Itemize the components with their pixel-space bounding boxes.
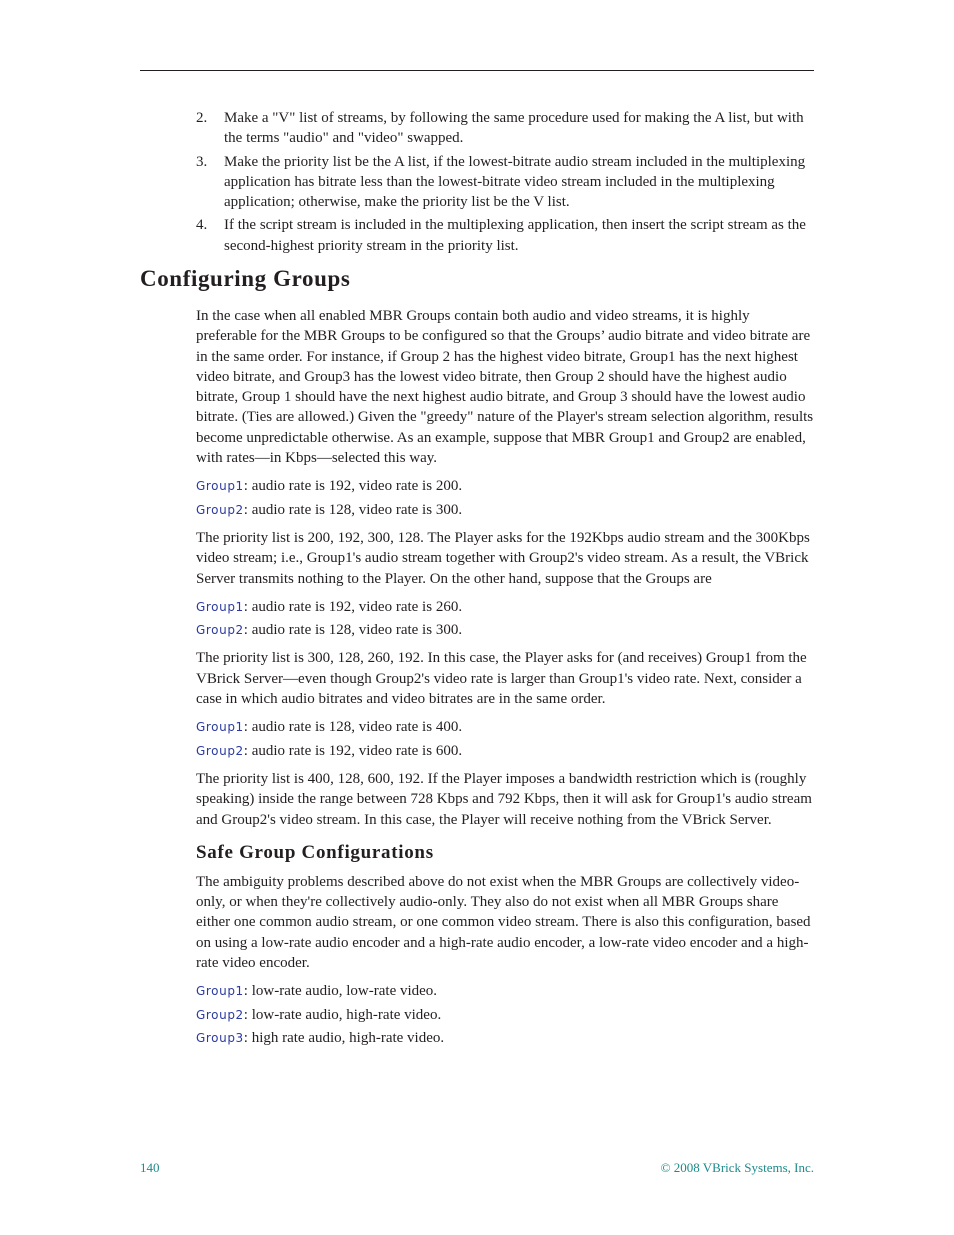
group-config-line — [196, 620, 814, 640]
group-code: Group1 — [196, 599, 244, 614]
step-item — [196, 108, 814, 149]
subsection-paragraph: The ambiguity problems described above do not exist when the MBR Groups are collectively video-only, or when they're collectively audio-only. They also do not exist when all MBR Groups share either one common audio stream, or one common video stream. There is also this configuration, based on using a low-rate audio encoder and a high-rate audio encoder, a low-rate video encoder and a high-rate video encoder. — [196, 873, 811, 972]
step-number: 4. — [196, 217, 208, 234]
group-config-line — [196, 597, 814, 617]
section-heading: Configuring Groups — [140, 266, 351, 291]
group-config-line — [196, 1005, 814, 1025]
group-code: Group3 — [196, 1030, 244, 1045]
group-config-line — [196, 717, 814, 737]
group-config-line — [196, 741, 814, 761]
step-item — [196, 215, 814, 256]
group-code: Group2 — [196, 502, 244, 517]
group-description: : low-rate audio, low-rate video. — [243, 983, 438, 1000]
subsection-heading: Safe Group Configurations — [196, 841, 434, 863]
step-text: If the script stream is included in the multiplexing application, then insert the script stream as the second-highest priority stream in the priority list. — [224, 217, 806, 254]
body-paragraph: The priority list is 400, 128, 600, 192. If the Player imposes a bandwidth restriction which is (roughly speaking) inside the range between 728 Kbps and 792 Kbps, then it will ask for Group1's audio stream and Group2's video stream. In this case, the Player will receive nothing from the VBrick Server. — [196, 770, 812, 828]
body-paragraph: The priority list is 300, 128, 260, 192. In this case, the Player asks for (and receives) Group1 from the VBrick Server—even though Group2's video rate is larger than Group1's video rate. Next, consider a case in which audio bitrates and video bitrates are in the same order. — [196, 650, 807, 708]
step-text: Make a "V" list of streams, by following the same procedure used for making the A list, but with the terms "audio" and "video" swapped. — [224, 110, 804, 147]
step-item — [196, 152, 814, 213]
step-text: Make the priority list be the A list, if the lowest-bitrate audio stream included in the multiplexing application has bitrate less than the lowest-bitrate video stream included in the multiplexing application; otherwise, make the priority list be the V list. — [224, 153, 806, 211]
step-number: 3. — [196, 153, 208, 170]
group-config-line — [196, 981, 814, 1001]
step-number: 2. — [196, 110, 208, 126]
section-body — [196, 306, 814, 1051]
group-description: : low-rate audio, high-rate video. — [243, 1006, 442, 1023]
page-number: 140 — [140, 1160, 160, 1175]
group-code: Group2 — [196, 743, 244, 758]
step-list-container — [196, 108, 814, 259]
group-config-line — [196, 476, 814, 496]
group-description: : audio rate is 192, video rate is 260. — [243, 598, 463, 615]
body-paragraph: The priority list is 200, 192, 300, 128. The Player asks for the 192Kbps audio stream and the 300Kbps video stream; i.e., Group1's audio stream together with Group2's video stream. As a result, the VBrick Server transmits nothing to the Player. On the other hand, suppose that the Groups are — [196, 529, 810, 587]
group-config-line — [196, 1028, 814, 1048]
group-description: : audio rate is 192, video rate is 200. — [243, 478, 463, 495]
group-description: : high rate audio, high-rate video. — [243, 1029, 445, 1046]
group-description: : audio rate is 192, video rate is 600. — [243, 742, 463, 759]
group-code: Group1 — [196, 720, 244, 735]
group-description: : audio rate is 128, video rate is 300. — [243, 501, 463, 518]
header-rule — [140, 70, 814, 71]
step-list — [196, 108, 814, 256]
group-code: Group1 — [196, 984, 244, 999]
group-code: Group1 — [196, 479, 244, 494]
group-description: : audio rate is 128, video rate is 300. — [243, 622, 463, 639]
group-description: : audio rate is 128, video rate is 400. — [243, 719, 463, 736]
group-code: Group2 — [196, 1007, 244, 1022]
group-code: Group2 — [196, 623, 244, 638]
group-config-line — [196, 500, 814, 520]
copyright-notice: © 2008 VBrick Systems, Inc. — [660, 1160, 814, 1175]
intro-paragraph: In the case when all enabled MBR Groups contain both audio and video streams, it is highly preferable for the MBR Groups to be configured so that the Groups’ audio bitrate and video bitrate are in the same order. For instance, if Group 2 has the highest video bitrate, Group1 has the next highest video bitrate, and Group3 has the lowest video bitrate, then Group 2 should have the highest audio bitrate, Group 1 should have the next highest audio bitrate, and Group 3 should have the lowest audio bitrate. (Ties are allowed.) Given the "greedy" nature of the Player's stream selection algorithm, results become unpredictable otherwise. As an example, suppose that MBR Group1 and Group2 are enabled, with rates—in Kbps—selected this way. — [196, 308, 814, 467]
